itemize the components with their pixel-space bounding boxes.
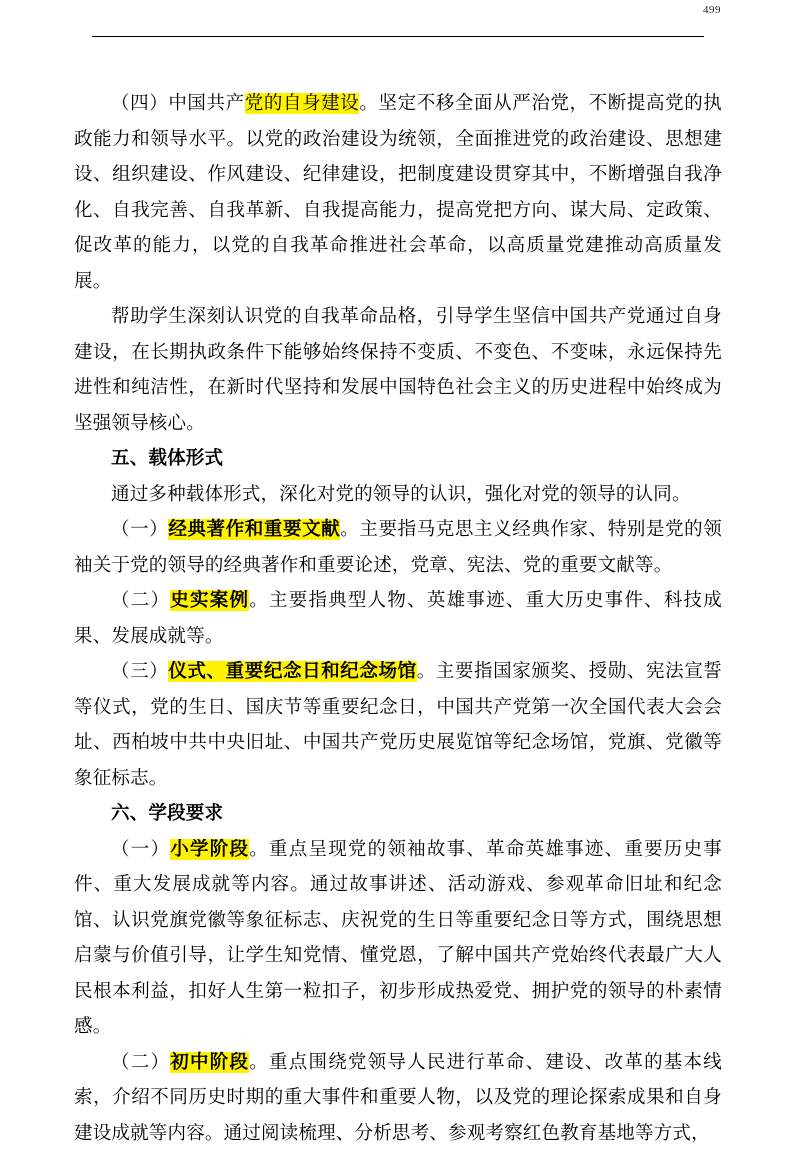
body-paragraph xyxy=(74,512,722,583)
section-heading xyxy=(74,441,722,477)
body-paragraph xyxy=(74,477,722,513)
text-run: （一） xyxy=(111,839,170,860)
document-body xyxy=(74,86,722,1151)
text-run: 。重点围绕党领导人民进行革命、建设、改革的基本线索，介绍不同历史时期的重大事件和重要人物，以及党的理论探索成果和自身建设成就等内容。通过阅读梳理、分析思考、参观考察红色教育基地等方式， xyxy=(74,1052,722,1144)
text-run: （四）中国共产 xyxy=(111,93,245,114)
body-paragraph xyxy=(74,299,722,441)
highlighted-text: 党的自身建设 xyxy=(245,93,360,114)
text-run: （二） xyxy=(111,590,170,611)
text-run: 帮助学生深刻认识党的自我革命品格，引导学生坚信中国共产党通过自身建设，在长期执政条件下能够始终保持不变质、不变色、不变味，永远保持先进性和纯洁性，在新时代坚持和发展中国特色社会主义的历史进程中始终成为坚强领导核心。 xyxy=(74,306,722,434)
text-run: 。主要指马克思主义经典作家、特别是党的领袖关于党的领导的经典著作和重要论述，党章、宪法、党的重要文献等。 xyxy=(74,519,722,576)
page-number: 499 xyxy=(703,4,721,16)
section-heading xyxy=(74,796,722,832)
highlighted-text: 经典著作和重要文献 xyxy=(168,519,340,540)
body-paragraph xyxy=(74,583,722,654)
text-run: 通过多种载体形式，深化对党的领导的认识，强化对党的领导的认同。 xyxy=(111,484,691,505)
text-run: 。重点呈现党的领袖故事、革命英雄事迹、重要历史事件、重大发展成就等内容。通过故事讲述、活动游戏、参观革命旧址和纪念馆、认识党旗党徽等象征标志、庆祝党的生日等重要纪念日等方式，围绕思想启蒙与价值引导，让学生知党情、懂党恩，了解中国共产党始终代表最广大人民根本利益，扣好人生第一粒扣子，初步形成热爱党、拥护党的领导的朴素情感。 xyxy=(74,839,722,1038)
highlighted-text: 仪式、重要纪念日和纪念场馆 xyxy=(168,661,416,682)
text-run: 。主要指典型人物、英雄事迹、重大历史事件、科技成果、发展成就等。 xyxy=(74,590,722,647)
highlighted-text: 史实案例 xyxy=(170,590,249,611)
body-paragraph xyxy=(74,86,722,299)
highlighted-text: 小学阶段 xyxy=(170,839,249,860)
text-run: 。主要指国家颁奖、授勋、宪法宣誓等仪式，党的生日、国庆节等重要纪念日，中国共产党第一次全国代表大会会址、西柏坡中共中央旧址、中国共产党历史展览馆等纪念场馆，党旗、党徽等象征标志。 xyxy=(74,661,722,789)
text-run: 六、学段要求 xyxy=(111,803,223,824)
highlighted-text: 初中阶段 xyxy=(170,1052,249,1073)
body-paragraph xyxy=(74,1045,722,1151)
text-run: 。坚定不移全面从严治党，不断提高党的执政能力和领导水平。以党的政治建设为统领，全面推进党的政治建设、思想建设、组织建设、作风建设、纪律建设，把制度建设贯穿其中，不断增强自我净化、自我完善、自我革新、自我提高能力，提高党把方向、谋大局、定政策、促改革的能力，以党的自我革命推进社会革命，以高质量党建推动高质量发展。 xyxy=(74,93,722,292)
body-paragraph xyxy=(74,654,722,796)
text-run: （二） xyxy=(111,1052,170,1073)
text-run: 五、载体形式 xyxy=(111,448,223,469)
body-paragraph xyxy=(74,832,722,1045)
text-run: （三） xyxy=(111,661,168,682)
text-run: （一） xyxy=(111,519,168,540)
header-rule xyxy=(92,36,704,37)
